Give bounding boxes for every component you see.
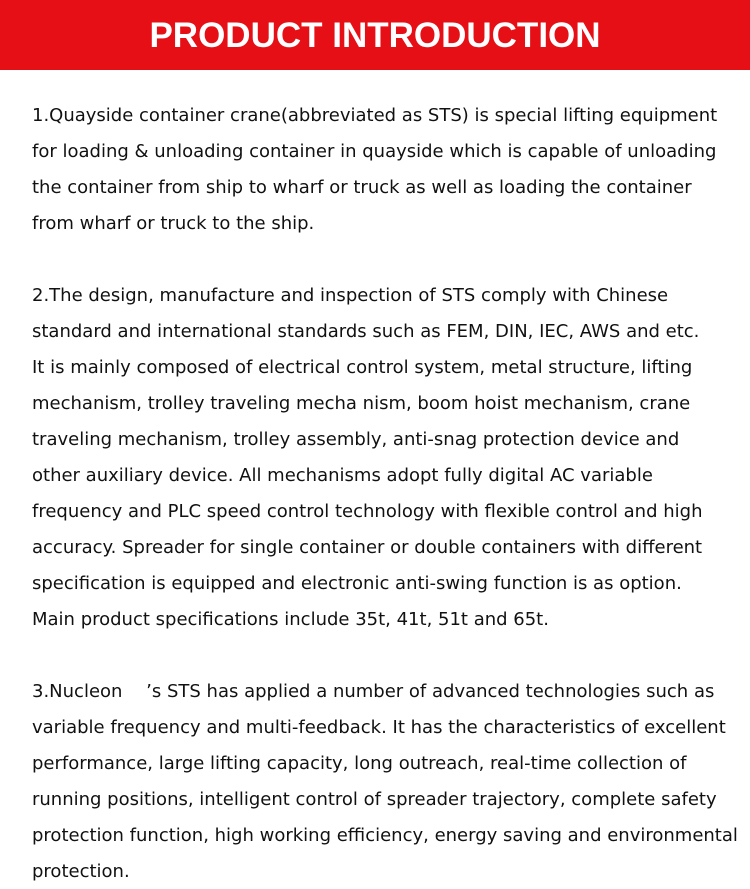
introduction-content — [32, 98, 748, 889]
page-title: PRODUCT INTRODUCTION — [149, 16, 601, 55]
paragraph-2: 2.The design, manufacture and inspection of STS comply with Chinese standard and international standards such as FEM, DIN, IEC, AWS and etc. It is mainly composed of electrical control system, metal structure, lifting mechanism, trolley traveling mecha nism, boom hoist mechanism, crane traveling mechanism, trolley assembly, anti-snag protection device and other auxiliary device. All mechanisms adopt fully digital AC variable frequency and PLC speed control technology with flexible control and high accuracy. Spreader for single container or double containers with different specification is equipped and electronic anti-swing function is as option. Main product specifications include 35t, 41t, 51t and 65t. — [32, 285, 703, 630]
paragraph-3: 3.Nucleon ’s STS has applied a number of advanced technologies such as variable frequency and multi-feedback. It has the characteristics of excellent performance, large lifting capacity, long outreach, real-time collection of running positions, intelligent control of spreader trajectory, complete safety protection function, high working efficiency, energy saving and environmental protection. — [32, 681, 738, 882]
header-banner — [0, 0, 750, 70]
paragraph-1: 1.Quayside container crane(abbreviated as STS) is special lifting equipment for loading & unloading container in quayside which is capable of unloading the container from ship to wharf or truck as well as loading the container from wharf or truck to the ship. — [32, 105, 718, 234]
